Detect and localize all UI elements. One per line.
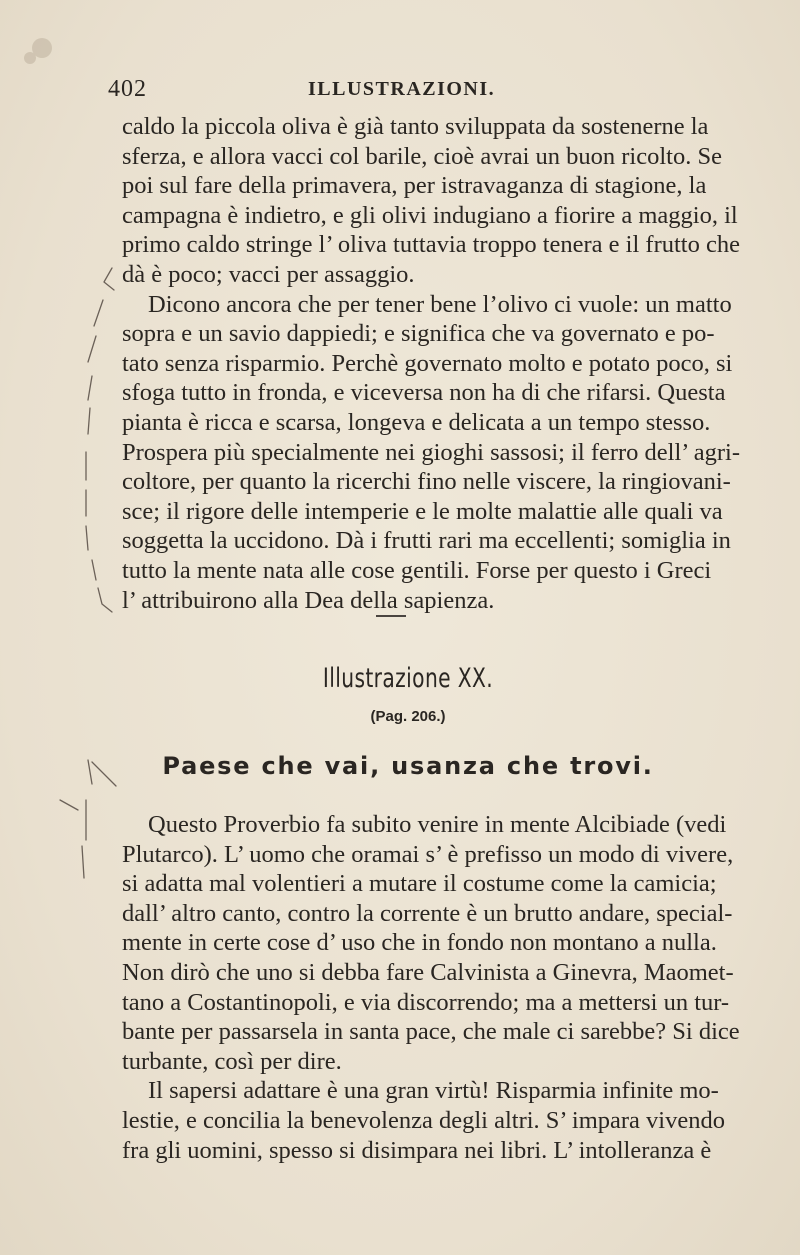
text-line: Dicono ancora che per tener bene l’olivo ci vuole: un matto (148, 290, 732, 318)
section-divider (376, 615, 406, 617)
text-line: tato senza risparmio. Perchè governato molto e potato poco, si (122, 349, 733, 377)
page-header (108, 76, 688, 106)
text-line: lestie, e concilia la benevolenza degli altri. S’ impara vivendo (122, 1106, 725, 1134)
text-line: si adatta mal volentieri a mutare il costume come la camicia; (122, 870, 717, 898)
illustration-title: Illustrazione XX. (322, 663, 494, 694)
page-reference: (Pag. 206.) (370, 708, 446, 725)
text-line: sferza, e allora vacci col barile, cioè avrai un buon ricolto. Se (122, 142, 722, 170)
running-title: ILLUSTRAZIONI. (308, 78, 496, 100)
text-line: Plutarco). L’ uomo che oramai s’ è prefisso un modo di vivere, (122, 840, 734, 868)
text-line: pianta è ricca e scarsa, longeva e delicata a un tempo stesso. (122, 408, 711, 436)
text-line: coltore, per quanto la ricerchi fino nelle viscere, la ringiovani- (122, 468, 731, 496)
page-number: 402 (108, 76, 147, 102)
text-line: Questo Proverbio fa subito venire in mente Alcibiade (vedi (148, 811, 727, 838)
text-line: sopra e un savio dappiedi; e significa che va governato e po- (122, 320, 715, 348)
text-line: primo caldo stringe l’ oliva tuttavia troppo tenera e il frutto che (122, 231, 740, 259)
text-line: Il sapersi adattare è una gran virtù! Risparmia infinite mo- (148, 1077, 719, 1105)
text-line: Prospera più specialmente nei gioghi sassosi; il ferro dell’ agri- (122, 438, 741, 466)
text-line: sfoga tutto in fronda, e viceversa non ha di che rifarsi. Questa (122, 379, 726, 407)
text-line: Non dirò che uno si debba fare Calvinista a Ginevra, Maomet- (122, 958, 734, 986)
text-line: caldo la piccola oliva è già tanto sviluppata da sostenerne la (122, 113, 709, 140)
text-line: mente in certe cose d’ uso che in fondo non montano a nulla. (122, 929, 717, 957)
text-line: tutto la mente nata alle cose gentili. Forse per questo i Greci (122, 556, 712, 584)
text-line: turbante, così per dire. (122, 1047, 342, 1075)
text-line: bante per passarsela in santa pace, che male ci sarebbe? Si dice (122, 1018, 740, 1046)
proverb-heading: Paese che vai, usanza che trovi. (162, 752, 654, 780)
text-line: fra gli uomini, spesso si disimpara nei libri. L’ intolleranza è (122, 1136, 712, 1164)
text-line: l’ attribuirono alla Dea della sapienza. (122, 586, 495, 614)
text-line: soggetta la uccidono. Dà i frutti rari ma eccellenti; somiglia in (122, 527, 731, 555)
paragraph-block-olive (122, 112, 741, 615)
text-line: campagna è indietro, e gli olivi indugiano a fiorire a maggio, il (122, 201, 738, 229)
text-line: dall’ altro canto, contro la corrente è un brutto andare, special- (122, 899, 733, 927)
text-line: tano a Costantinopoli, e via discorrendo; ma a mettersi un tur- (122, 988, 730, 1016)
text-line: poi sul fare della primavera, per istravaganza di stagione, la (122, 172, 707, 200)
text-line: dà è poco; vacci per assaggio. (122, 260, 415, 288)
paragraph-block-proverb (122, 810, 740, 1165)
text-line: sce; il rigore delle intemperie e le molte malattie alle quali va (122, 497, 723, 525)
